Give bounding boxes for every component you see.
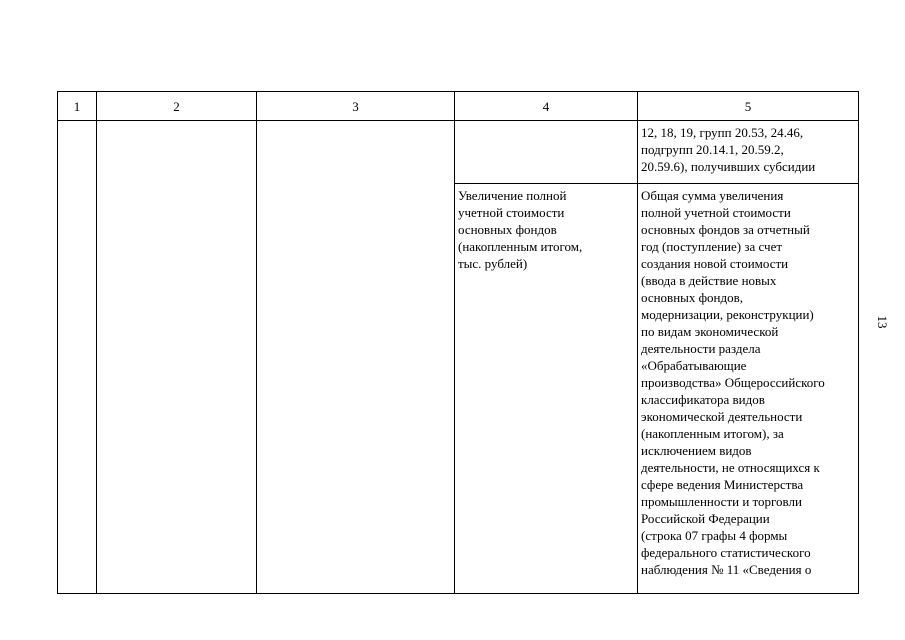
cell-text <box>455 121 637 124</box>
cell-text <box>638 121 858 175</box>
text-line: полной учетной стоимости <box>641 205 791 220</box>
text-line: (накопленным итогом), за <box>641 426 784 441</box>
indicator-table <box>57 91 859 594</box>
table-cell-col2 <box>97 121 257 594</box>
table-cell-col3 <box>257 121 455 594</box>
cell-text <box>638 184 858 578</box>
text-line: основных фондов, <box>641 290 744 305</box>
text-line: промышленности и торговли <box>641 494 802 509</box>
text-line: Российской Федерации <box>641 511 770 526</box>
text-line: деятельности, не относящихся к <box>641 460 820 475</box>
text-line: «Обрабатывающие <box>641 358 747 373</box>
table-row <box>58 121 859 184</box>
text-line: по видам экономической <box>641 324 779 339</box>
text-line: классификатора видов <box>641 392 765 407</box>
column-header-3: 3 <box>257 92 455 121</box>
text-line: год (поступление) за счет <box>641 239 783 254</box>
text-line: 20.59.6), получивших субсидии <box>641 159 816 174</box>
table-cell-col5 <box>638 121 859 184</box>
text-line: (ввода в действие новых <box>641 273 777 288</box>
text-line: Увеличение полной <box>458 188 567 203</box>
text-line: экономической деятельности <box>641 409 803 424</box>
page-number: 13 <box>875 315 890 329</box>
text-line: (накопленным итогом, <box>458 239 583 254</box>
text-line: тыс. рублей) <box>458 256 528 271</box>
text-line: 12, 18, 19, групп 20.53, 24.46, <box>641 125 804 140</box>
table-cell-col1 <box>58 121 97 594</box>
table-header-row <box>58 92 859 121</box>
text-line: исключением видов <box>641 443 752 458</box>
column-header-2: 2 <box>97 92 257 121</box>
text-line: модернизации, реконструкции) <box>641 307 814 322</box>
text-line: учетной стоимости <box>458 205 565 220</box>
text-line: основных фондов за отчетный <box>641 222 810 237</box>
table-cell-col4 <box>455 121 638 184</box>
text-line: сфере ведения Министерства <box>641 477 804 492</box>
text-line: федерального статистического <box>641 545 811 560</box>
text-line: подгрупп 20.14.1, 20.59.2, <box>641 142 784 157</box>
cell-text <box>455 184 637 272</box>
text-line: основных фондов <box>458 222 557 237</box>
text-line: производства» Общероссийского <box>641 375 825 390</box>
text-line: деятельности раздела <box>641 341 761 356</box>
column-header-5: 5 <box>638 92 859 121</box>
column-header-4: 4 <box>455 92 638 121</box>
indicator-description-cell <box>638 184 859 594</box>
indicator-name-cell <box>455 184 638 594</box>
text-line: наблюдения № 11 «Сведения о <box>641 562 812 577</box>
text-line: создания новой стоимости <box>641 256 789 271</box>
column-header-1: 1 <box>58 92 97 121</box>
text-line: Общая сумма увеличения <box>641 188 784 203</box>
text-line: (строка 07 графы 4 формы <box>641 528 788 543</box>
